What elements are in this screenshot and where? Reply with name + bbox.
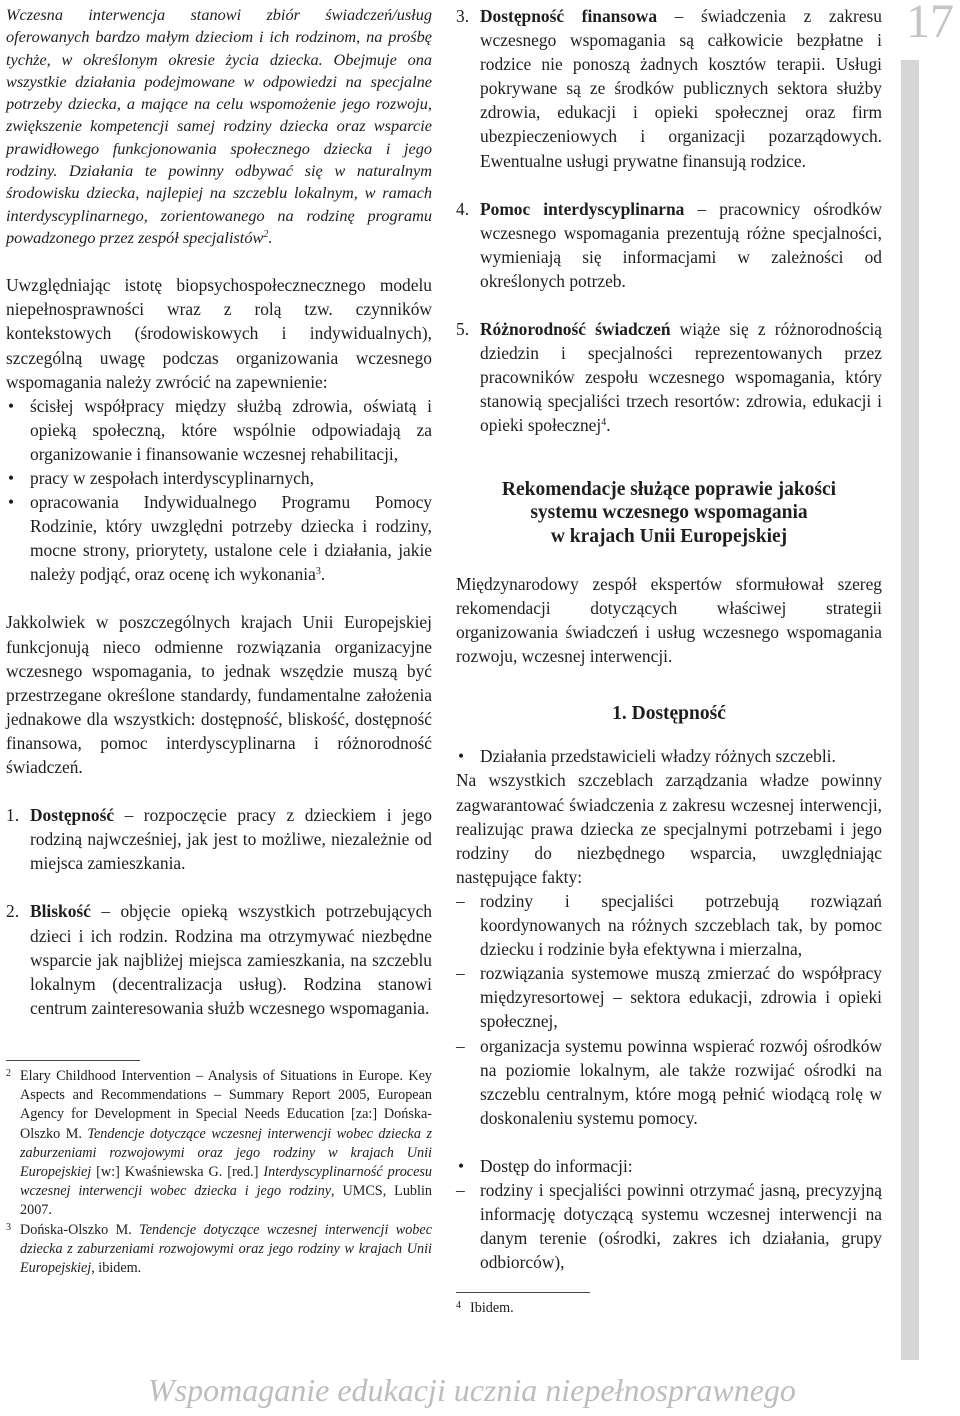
numbered-item-4 bbox=[456, 197, 882, 293]
footnote-ref-3: 3 bbox=[315, 566, 321, 578]
section-heading-line: systemu wczesnego wspomagania bbox=[530, 502, 808, 523]
footnote-2 bbox=[6, 1067, 432, 1221]
item-text: wiąże się z różnorodnością dziedzin i specjalności reprezentowanych przez pracowników zespołu wczesnego wspomagania, który stanowią specjaliści trzech resortów: zdrowia, edukacji i opieki społecznej bbox=[480, 319, 882, 436]
assurance-bullet-list bbox=[6, 394, 432, 587]
intro-text: Wczesna interwencja stanowi zbiór świadczeń/usług oferowanych bardzo małym dzieciom i ich rodzinom, na prośbę tychże, w określonym okresie życia dziecka. Obejmuje ona wszystkie działania podejmowane w odpowiedzi na specjalne potrzeby dziecka, a mające na celu wspomożenie jego rozwoju, zwiększenie kompetencji samej rodziny dziecka oraz wsparcie prawidłowego funkcjonowania społecznego dziecka i jego rodziny. Działania te powinny odbywać się w naturalnym środowisku dziecka, najlepiej na szczeblu lokalnym, w ramach interdyscyplinarnego, zorientowanego na rodzinę programu powadzonego przez zespół specjalistów bbox=[6, 5, 432, 247]
footnote-number: 2 bbox=[6, 1067, 11, 1079]
footnote-ref-4: 4 bbox=[601, 417, 607, 429]
section-heading bbox=[456, 478, 882, 549]
decorative-side-bar bbox=[901, 60, 919, 1360]
running-footer: Wspomaganie edukacji ucznia niepełnosprawnego bbox=[148, 1372, 796, 1408]
right-column bbox=[456, 4, 882, 1319]
footnotes-left bbox=[6, 1067, 432, 1278]
item-term: Bliskość bbox=[30, 901, 91, 922]
item-text: – rozpoczęcie pracy z dzieckiem i jego rodziną najwcześniej, jak jest to możliwe, niezależnie od miejsca zamieszkania. bbox=[30, 805, 432, 874]
item-end: . bbox=[606, 415, 611, 436]
list-item: • pracy w zespołach interdyscyplinarnych, bbox=[6, 466, 432, 490]
authorities-paragraph: Na wszystkich szczeblach zarządzania władze powinny zagwarantować świadczenia z zakresu wczesnej interwencji, realizując prawa dziecka ze specjalnymi potrzebami i jego rodziny do niezbędnego wsparcia, uwzględniając następujące fakty: bbox=[456, 770, 882, 887]
list-item: – rozwiązania systemowe muszą zmierzać do współpracy międzyresortowej – sektora edukacji, zdrowia i opieki społecznej, bbox=[456, 961, 882, 1033]
footnote-number: 4 bbox=[456, 1300, 461, 1312]
item-text: – świadczenia z zakresu wczesnego wspomagania są całkowicie bezpłatne i rodzice nie ponoszą żadnych kosztów terapii. Usługi pokrywane są ze środków publicznych sektora służby zdrowia, edukacji i opieki społecznej oraz firm ubezpieczeniowych i organizacji pozarządowych. Ewentualne usługi prywatne finansują rodzice. bbox=[480, 6, 882, 171]
list-item-end: . bbox=[320, 564, 326, 585]
numbered-item-2 bbox=[6, 899, 432, 1019]
list-item-text: opracowania Indywidualnego Programu Pomocy Rodzinie, który uwzględni potrzeby dziecka i rodziny, mocne strony, priorytety, ustalone cele i działania, jakie należy podjąć, oraz ocenę ich wykonania bbox=[30, 492, 432, 585]
subsection-heading: 1. Dostępność bbox=[612, 703, 726, 725]
section-heading-line: w krajach Unii Europejskiej bbox=[550, 525, 788, 547]
item-number: 3. bbox=[456, 6, 470, 26]
recommendations-paragraph: Międzynarodowy zespół ekspertów sformułował szereg rekomendacji dotyczących właściwej strategii organizowania świadczeń i usług wczesnego wspomagania rozwoju, wczesnej interwencji. bbox=[456, 574, 882, 667]
footnote-3 bbox=[6, 1221, 432, 1279]
intro-paragraph bbox=[6, 4, 432, 249]
numbered-item-5 bbox=[456, 317, 882, 437]
page-number: 17 bbox=[906, 0, 954, 48]
footnote-title: Interdyscyplinarność procesu wczesnej interwencji wobec dziecka i jego rodziny bbox=[20, 1163, 433, 1200]
footnote-text: , ibidem. bbox=[91, 1259, 142, 1276]
list-item: – rodziny i specjaliści potrzebują rozwiązań koordynowanych na różnych szczeblach tak, by pomoc dziecku i rodzinie była efektywna i mierzalna, bbox=[456, 889, 882, 961]
footnotes-right bbox=[456, 1299, 882, 1318]
footnote-divider bbox=[6, 1060, 140, 1061]
item-text: – objęcie opieką wszystkich potrzebujących dzieci i ich rodzin. Rodzina ma otrzymywać niezbędne wsparcie jak najbliżej miejsca zamieszkania, na szczeblu lokalnym (decentralizacja usług). Rodzina stanowi centrum zainteresowania służb wczesnego wspomagania. bbox=[30, 901, 432, 1018]
footnote-divider bbox=[456, 1292, 590, 1293]
list-item: • Działania przedstawicieli władzy różnych szczebli. bbox=[456, 744, 882, 768]
list-item: – organizacja systemu powinna wspierać rozwój ośrodków na poziomie lokalnym, ale także rozwijać ośrodki na szczeblu centralnym, które mogą pełnić wiodącą rolę w doskonaleniu systemu pomocy. bbox=[456, 1034, 882, 1130]
information-bullet bbox=[456, 1154, 882, 1178]
biopsychosocial-paragraph: Uwzględniając istotę biopsychospołecznecznego modelu niepełnosprawności wraz z rolą tzw. czynników kontekstowych (środowiskowych i indywidualnych), szczególną uwagę podczas organizowania wczesnego wspomagania należy zwrócić na zapewnienie: bbox=[6, 275, 432, 392]
item-number: 2. bbox=[6, 901, 20, 922]
standards-paragraph: Jakkolwiek w poszczególnych krajach Unii Europejskiej funkcjonują nieco odmienne rozwiązania organizacyjne wczesnego wspomagania, to jednak wszędzie muszą być przestrzegane określone standardy, fundamentalne założenia jednakowe dla wszystkich: dostępność, bliskość, dostępność finansowa, pomoc interdyscyplinarna i różnorodność świadczeń. bbox=[6, 612, 432, 778]
footnote-title: Tendencje dotyczące wczesnej interwencji wobec dziecka z zaburzeniami rozwojowymi oraz jego rodziny w krajach Unii Europejskiej bbox=[20, 1221, 432, 1276]
item-term: Dostępność bbox=[30, 805, 115, 826]
list-item bbox=[6, 490, 432, 586]
footnote-4 bbox=[456, 1299, 882, 1318]
footnote-text: Ibidem. bbox=[470, 1300, 514, 1317]
footnote-text: , UMCS, Lublin 2007. bbox=[20, 1183, 433, 1219]
facts-dash-list bbox=[456, 889, 882, 1130]
list-item: • Dostęp do informacji: bbox=[456, 1154, 882, 1178]
item-term: Pomoc interdyscyplinarna bbox=[480, 198, 685, 219]
footnote-text: [w:] Kwaśniewska G. [red.] bbox=[91, 1163, 264, 1180]
left-column bbox=[6, 4, 432, 1278]
authorities-bullet bbox=[456, 744, 882, 768]
footnote-text: Elary Childhood Intervention – Analysis of Situations in Europe. Key Aspects and Recommendations – Summary Report 2005, European Agency for Development in Special Needs Education [za:] Dońska-Olszko M. bbox=[20, 1067, 432, 1142]
numbered-item-1 bbox=[6, 803, 432, 875]
information-dash-list bbox=[456, 1178, 882, 1274]
footnote-number: 3 bbox=[6, 1221, 11, 1233]
numbered-item-3 bbox=[456, 4, 882, 173]
footnote-text: Dońska-Olszko M. bbox=[20, 1221, 140, 1238]
item-text: – pracownicy ośrodków wczesnego wspomagania prezentują różne specjalności, wymieniają się informacjami w zależności od określonych potrzeb. bbox=[480, 198, 883, 291]
item-number: 4. bbox=[456, 198, 470, 219]
section-heading-line: Rekomendacje służące poprawie jakości bbox=[501, 478, 837, 500]
intro-end: . bbox=[268, 227, 273, 247]
footnote-ref-2: 2 bbox=[263, 228, 269, 240]
list-item: • ścisłej współpracy między służbą zdrowia, oświatą i opieką społeczną, które wspólnie odpowiadają za organizowanie i finansowanie wczesnej rehabilitacji, bbox=[6, 394, 432, 466]
footnote-title: Tendencje dotyczące wczesnej interwencji wobec dziecka z zaburzeniami rozwojowymi oraz jego rodziny w krajach Unii Europejskiej bbox=[20, 1125, 432, 1180]
item-term: Różnorodność świadczeń bbox=[480, 319, 671, 340]
item-number: 5. bbox=[456, 319, 470, 340]
list-item: – rodziny i specjaliści powinni otrzymać jasną, precyzyjną informację dotyczącą systemu wczesnej interwencji na danym terenie (ośrodki, zakres ich działania, grupy odbiorców), bbox=[456, 1178, 882, 1274]
item-number: 1. bbox=[6, 805, 20, 826]
item-term: Dostępność finansowa bbox=[480, 6, 658, 26]
